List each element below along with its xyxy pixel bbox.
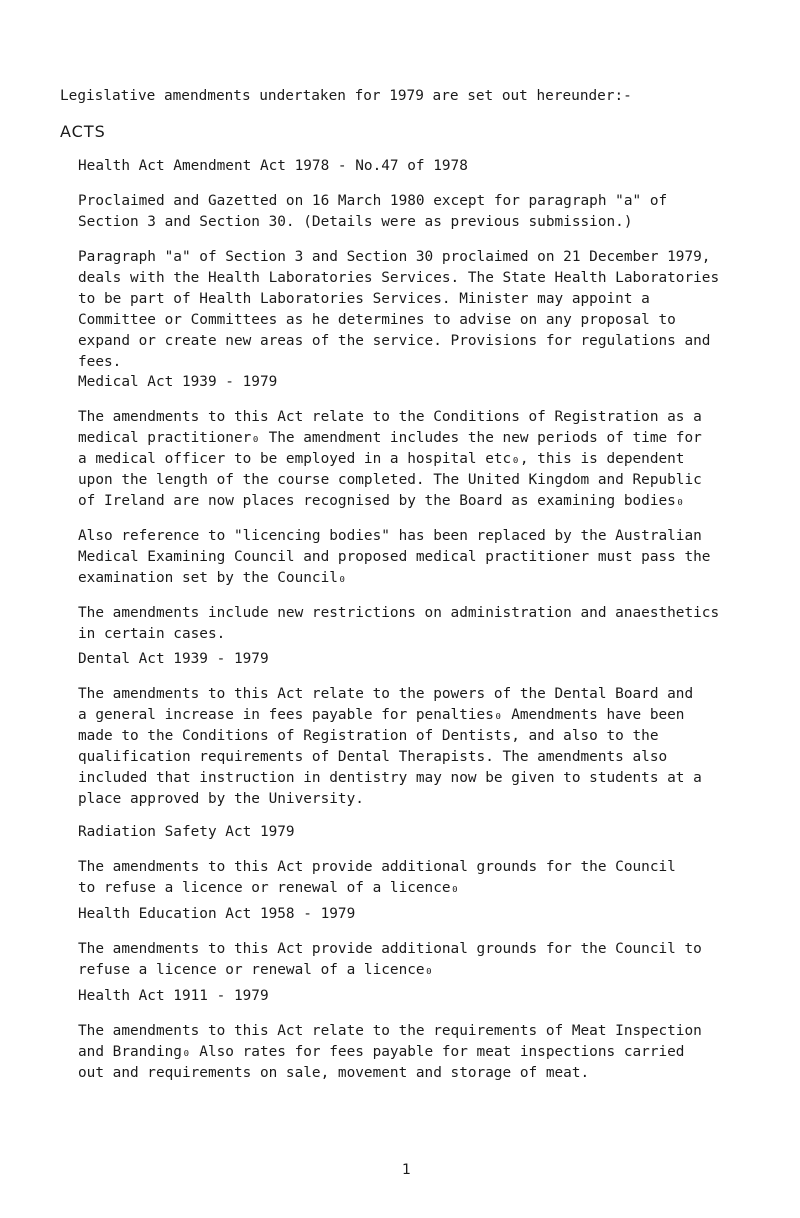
section-title: Health Act 1911 - 1979 [78, 988, 269, 1004]
section-title: Health Education Act 1958 - 1979 [78, 906, 356, 922]
page-number: 1 [402, 1162, 411, 1178]
paragraph: The amendments to this Act relate to the powers of the Dental Board and a general increase in fees payable for penalties₀ Amendments have been made to the Conditions of Registration of Dentists, and also to the qualification requirements of Dental Therapists. The amendments also included that instruction in dentistry may now be given to students at a place approved by the University. [78, 686, 702, 807]
section-title: Radiation Safety Act 1979 [78, 824, 295, 840]
paragraph: Proclaimed and Gazetted on 16 March 1980 except for paragraph "a" of Section 3 and Section 30. (Details were as previous submission.) [78, 193, 668, 230]
paragraph: The amendments to this Act relate to the requirements of Meat Inspection and Branding₀ Also rates for fees payable for meat inspections carried out and requirements on sale, movement and storage of meat. [78, 1023, 702, 1081]
paragraph: The amendments to this Act relate to the Conditions of Registration as a medical practitioner₀ The amendment includes the new periods of time for a medical officer to be employed in a hospital etc₀, this is dependent upon the length of the course completed. The United Kingdom and Republic of Ireland are now places recognised by the Board as examining bodies₀ [78, 409, 702, 509]
paragraph: The amendments to this Act provide additional grounds for the Council to refuse a licence or renewal of a licence₀ [78, 859, 676, 896]
paragraph: The amendments to this Act provide additional grounds for the Council to refuse a licence or renewal of a licence₀ [78, 941, 702, 978]
section-medical-act [78, 372, 778, 645]
section-title: Medical Act 1939 - 1979 [78, 374, 278, 390]
section-radiation-safety-act [78, 822, 778, 899]
section-dental-act [78, 649, 778, 810]
section-health-amendment-act [78, 156, 778, 373]
section-title: Health Act Amendment Act 1978 - No.47 of 1978 [78, 158, 468, 174]
paragraph: Paragraph "a" of Section 3 and Section 30 proclaimed on 21 December 1979, deals with the Health Laboratories Services. The State Health Laboratories to be part of Health Laboratories Services. Minister may appoint a Committee or Committees as he determines to advise on any proposal to expand or create new areas of the service. Provisions for regulations and fees. [78, 249, 720, 370]
section-health-act [78, 986, 778, 1084]
section-title: Dental Act 1939 - 1979 [78, 651, 269, 667]
paragraph: The amendments include new restrictions on administration and anaesthetics in certain cases. [78, 605, 720, 642]
section-health-education-act [78, 904, 778, 981]
intro-text: Legislative amendments undertaken for 1979 are set out hereunder:- [60, 88, 632, 104]
paragraph: Also reference to "licencing bodies" has been replaced by the Australian Medical Examining Council and proposed medical practitioner must pass the examination set by the Council₀ [78, 528, 711, 586]
acts-heading: ACTS [60, 122, 106, 141]
